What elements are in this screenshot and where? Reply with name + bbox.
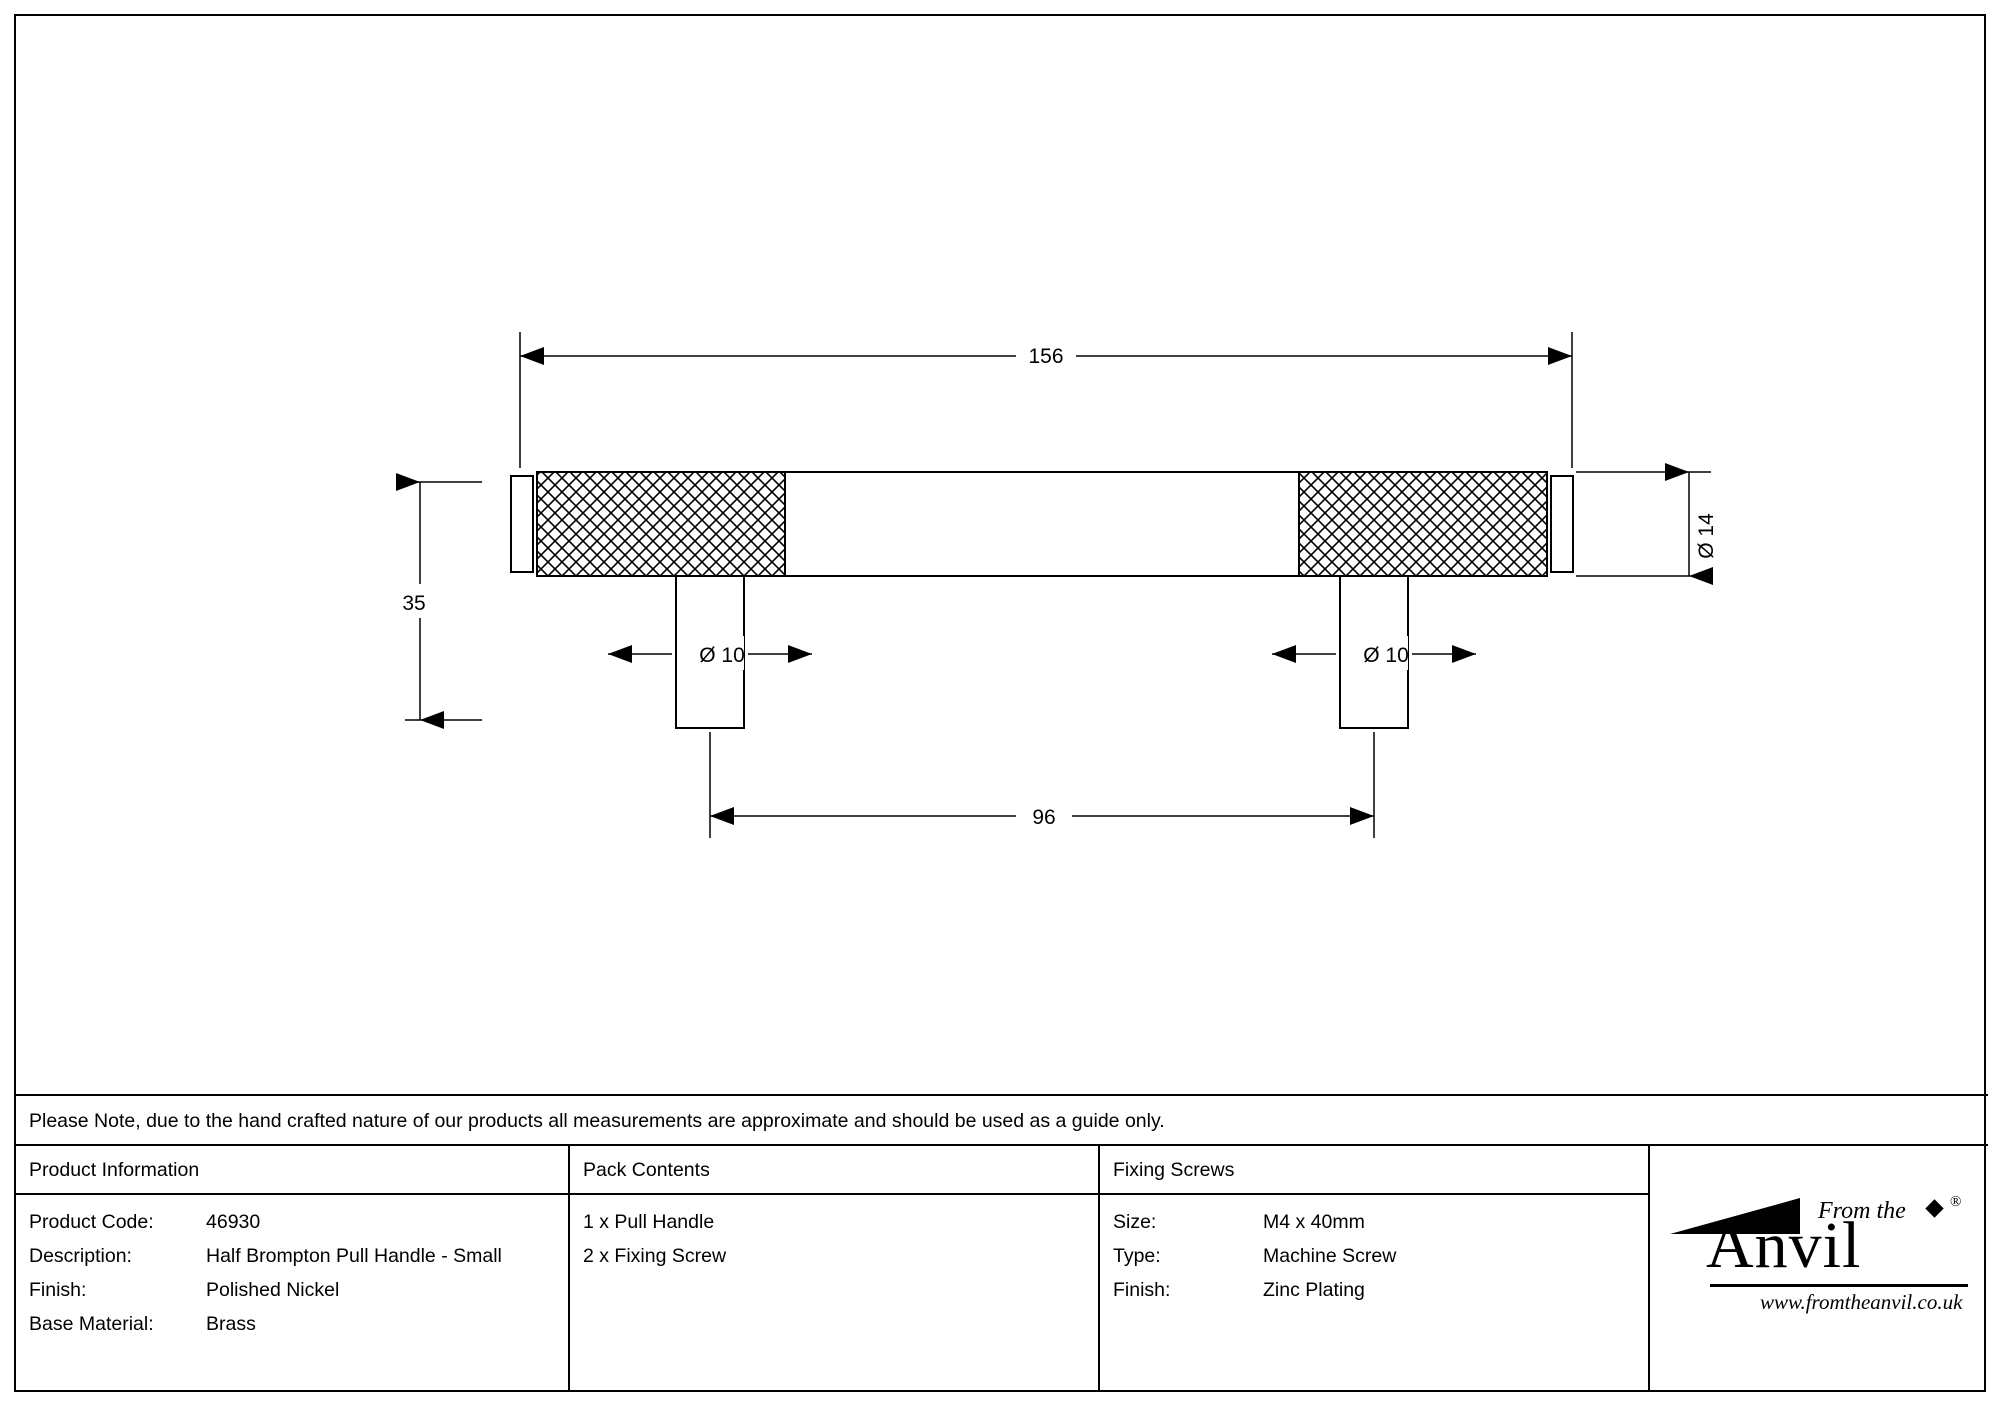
product-information-title: Product Information <box>29 1159 200 1181</box>
fixing-screws-header <box>1100 1146 1648 1195</box>
screw-finish-label: Finish: <box>1113 1279 1171 1301</box>
screw-type-value: Machine Screw <box>1263 1245 1397 1267</box>
registered-trademark-icon: ® <box>1950 1194 1962 1210</box>
pack-contents-item-2: 2 x Fixing Screw <box>583 1245 727 1267</box>
sheet-border <box>14 14 1986 1392</box>
left-knurled-grip <box>537 472 785 576</box>
product-code-value: 46930 <box>206 1211 261 1233</box>
brand-logo-column <box>1648 1146 1988 1392</box>
from-the-anvil-logo <box>1650 1146 1990 1392</box>
base-material-label: Base Material: <box>29 1313 154 1335</box>
dim-label-d14: Ø 14 <box>1695 513 1718 559</box>
description-label: Description: <box>29 1245 132 1267</box>
screw-size-label: Size: <box>1113 1211 1157 1233</box>
logo-from-the-text: From the <box>1818 1198 1906 1224</box>
measurement-note-row <box>16 1094 1988 1146</box>
base-material-value: Brass <box>206 1313 256 1335</box>
dim-label-156: 156 <box>1028 345 1064 368</box>
list-item <box>570 1205 1098 1239</box>
centre-shaft <box>785 472 1299 576</box>
product-drawing <box>16 16 1988 1094</box>
product-code-label: Product Code: <box>29 1211 154 1233</box>
information-table <box>16 1146 1988 1392</box>
pack-contents-item-1: 1 x Pull Handle <box>583 1211 715 1233</box>
table-row <box>16 1307 568 1341</box>
table-row <box>16 1205 568 1239</box>
screw-size-value: M4 x 40mm <box>1263 1211 1365 1233</box>
finish-value: Polished Nickel <box>206 1279 340 1301</box>
table-row <box>16 1239 568 1273</box>
fixing-screws-column <box>1098 1146 1648 1392</box>
pack-contents-header <box>570 1146 1098 1195</box>
logo-website-url: www.fromtheanvil.co.uk <box>1760 1290 1963 1314</box>
product-information-column <box>16 1146 568 1392</box>
screw-finish-value: Zinc Plating <box>1263 1279 1365 1301</box>
table-row <box>1100 1205 1648 1239</box>
left-end-cap <box>511 476 533 572</box>
pack-contents-title: Pack Contents <box>583 1159 710 1181</box>
screw-type-label: Type: <box>1113 1245 1161 1267</box>
dim-label-96: 96 <box>1032 806 1056 829</box>
handle-drawing-svg <box>16 16 1988 1094</box>
diamond-icon <box>1925 1199 1943 1217</box>
right-end-cap <box>1551 476 1573 572</box>
product-information-header <box>16 1146 568 1195</box>
table-row <box>1100 1273 1648 1307</box>
dim-label-35: 35 <box>402 592 426 615</box>
right-knurled-grip <box>1299 472 1547 576</box>
table-row <box>16 1273 568 1307</box>
measurement-note: Please Note, due to the hand crafted nature of our products all measurements are approximate and should be used as a guide only. <box>29 1110 1165 1132</box>
table-row <box>1100 1239 1648 1273</box>
logo-anvil-text: Anvil <box>1706 1209 1862 1282</box>
fixing-screws-title: Fixing Screws <box>1113 1159 1235 1181</box>
finish-label: Finish: <box>29 1279 87 1301</box>
list-item <box>570 1239 1098 1273</box>
logo-divider <box>1710 1284 1968 1287</box>
pack-contents-column <box>568 1146 1098 1392</box>
dim-label-d10-left: Ø 10 <box>699 644 745 667</box>
description-value: Half Brompton Pull Handle - Small <box>206 1245 502 1267</box>
dim-label-d10-right: Ø 10 <box>1363 644 1409 667</box>
